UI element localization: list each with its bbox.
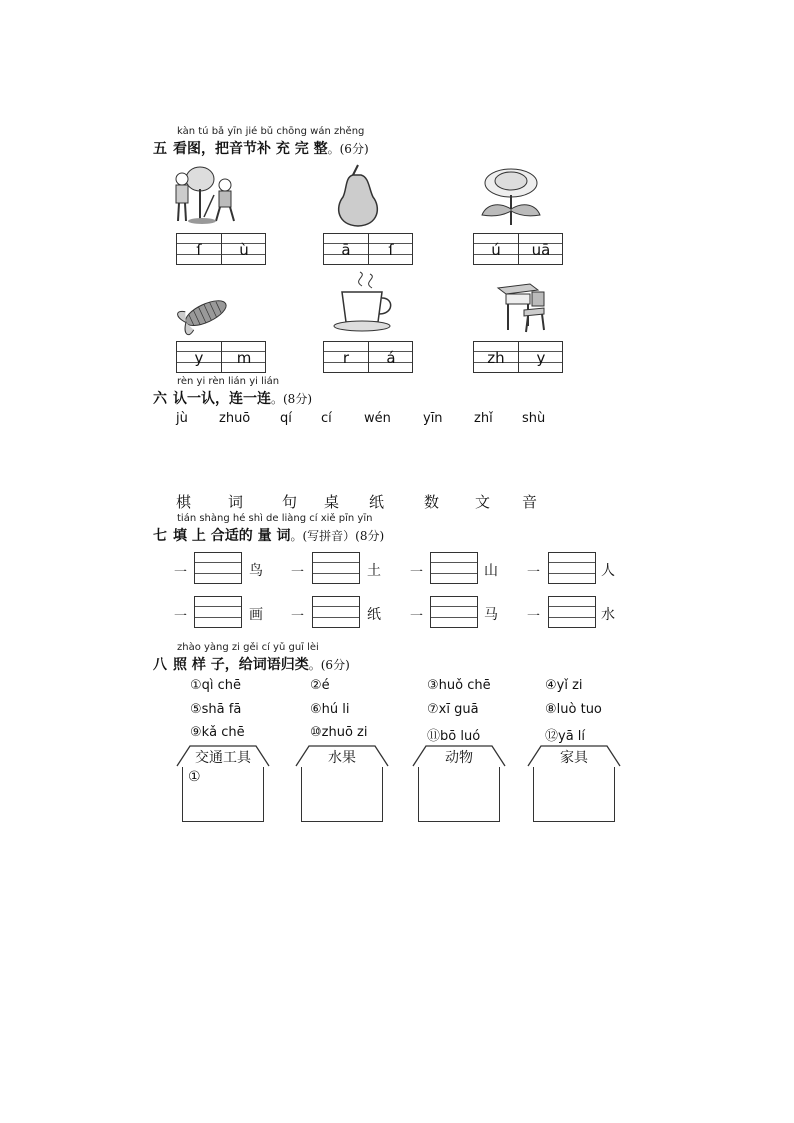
- syllable-2[interactable]: zhuō: [219, 411, 251, 426]
- pinyin-grid-2-left: ā: [341, 241, 351, 259]
- dash-4: 一: [527, 565, 541, 580]
- character-3[interactable]: 句: [282, 493, 298, 511]
- option-8: ⑧luò tuo: [545, 702, 602, 717]
- noun-7: 马: [484, 607, 498, 623]
- dash-7: 一: [410, 609, 424, 624]
- pinyin-grid-1-right: ù: [239, 241, 249, 259]
- category-house-furniture[interactable]: [527, 745, 621, 825]
- category-house-transport[interactable]: [176, 745, 270, 825]
- option-11: ⑪bō luó: [427, 729, 481, 744]
- pinyin-grid-6-left: zh: [487, 349, 505, 367]
- character-7[interactable]: 文: [475, 493, 491, 511]
- dash-5: 一: [174, 609, 188, 624]
- category-house-animals[interactable]: [412, 745, 506, 825]
- q5-score: 。(6分): [327, 142, 369, 156]
- noun-2: 土: [367, 563, 381, 579]
- character-5[interactable]: 纸: [369, 493, 385, 511]
- syllable-6[interactable]: yīn: [423, 411, 443, 426]
- dash-2: 一: [291, 565, 305, 580]
- pinyin-grid-5-right: á: [386, 349, 396, 367]
- pinyin-grid-1[interactable]: [176, 233, 266, 265]
- q5-title: 看图，把音节补 充 完 整: [173, 141, 328, 157]
- option-9: ⑨kǎ chē: [190, 725, 245, 740]
- noun-8: 水: [601, 607, 615, 623]
- q7-title: 填 上 合适的 量 词: [173, 528, 291, 544]
- measure-word-box-4[interactable]: [548, 552, 596, 584]
- pinyin-grid-6-right: y: [536, 349, 546, 367]
- q7-number: 七: [153, 528, 167, 544]
- q8-title: 照 样 子，给词语归类: [173, 657, 309, 673]
- syllable-3[interactable]: qí: [280, 411, 292, 426]
- measure-word-box-6[interactable]: [312, 596, 360, 628]
- q5-number: 五: [153, 141, 167, 157]
- q5-heading: [153, 138, 369, 158]
- measure-word-box-1[interactable]: [194, 552, 242, 584]
- character-1[interactable]: 棋: [176, 493, 192, 511]
- option-12: ⑫yā lí: [545, 729, 586, 744]
- pinyin-grid-4-left: y: [194, 349, 204, 367]
- option-2: ②é: [310, 678, 330, 693]
- category-house-fruit[interactable]: [295, 745, 389, 825]
- measure-word-box-3[interactable]: [430, 552, 478, 584]
- option-5: ⑤shā fā: [190, 702, 242, 717]
- dash-8: 一: [527, 609, 541, 624]
- pinyin-grid-5-left: r: [342, 349, 350, 367]
- q7-heading: [153, 525, 384, 545]
- option-6: ⑥hú li: [310, 702, 350, 717]
- option-7: ⑦xī guā: [427, 702, 479, 717]
- option-3: ③huǒ chē: [427, 678, 491, 693]
- hot-tea-cup-image: [330, 270, 396, 336]
- category-label-transport: 交通工具: [195, 750, 251, 766]
- q6-score: 。(8分): [271, 392, 312, 406]
- pinyin-grid-5[interactable]: [323, 341, 413, 373]
- option-4: ④yǐ zi: [545, 678, 583, 693]
- example-answer: ①: [188, 769, 201, 785]
- character-8[interactable]: 音: [522, 493, 538, 511]
- syllable-8[interactable]: shù: [522, 411, 546, 426]
- character-6[interactable]: 数: [424, 493, 440, 511]
- noun-3: 山: [484, 563, 498, 579]
- syllable-7[interactable]: zhǐ: [474, 411, 493, 426]
- q6-heading: [153, 388, 312, 408]
- noun-6: 纸: [367, 607, 381, 623]
- pinyin-grid-1-left: ſ: [196, 241, 202, 259]
- pinyin-grid-2[interactable]: [323, 233, 413, 265]
- measure-word-box-2[interactable]: [312, 552, 360, 584]
- corn-image: [174, 290, 234, 338]
- pinyin-grid-4-right: m: [236, 349, 252, 367]
- pinyin-grid-3-right: uā: [531, 241, 551, 259]
- character-2[interactable]: 词: [228, 493, 244, 511]
- pinyin-grid-4[interactable]: [176, 341, 266, 373]
- chrysanthemum-image: [478, 165, 544, 227]
- pinyin-grid-3[interactable]: [473, 233, 563, 265]
- syllable-5[interactable]: wén: [364, 411, 391, 426]
- syllable-1[interactable]: jù: [176, 411, 188, 426]
- pinyin-grid-3-left: ú: [491, 241, 501, 259]
- category-label-fruit: 水果: [328, 750, 356, 766]
- category-label-animals: 动物: [445, 750, 473, 766]
- q8-pinyin: zhào yàng zi gěi cí yǔ guī lèi: [177, 642, 319, 653]
- category-label-furniture: 家具: [560, 750, 588, 766]
- measure-word-box-8[interactable]: [548, 596, 596, 628]
- q5-pinyin: kàn tú bǎ yīn jié bǔ chōng wán zhěng: [177, 126, 365, 137]
- q6-pinyin: rèn yi rèn lián yi lián: [177, 376, 280, 387]
- q8-heading: [153, 654, 350, 674]
- syllable-4[interactable]: cí: [321, 411, 332, 426]
- pinyin-grid-2-right: ſ: [388, 241, 394, 259]
- option-1: ①qì chē: [190, 678, 242, 693]
- measure-word-box-5[interactable]: [194, 596, 242, 628]
- option-10: ⑩zhuō zi: [310, 725, 368, 740]
- dash-1: 一: [174, 565, 188, 580]
- dash-3: 一: [410, 565, 424, 580]
- character-4[interactable]: 桌: [324, 493, 340, 511]
- measure-word-box-7[interactable]: [430, 596, 478, 628]
- pinyin-grid-6[interactable]: [473, 341, 563, 373]
- noun-5: 画: [249, 607, 263, 623]
- dash-6: 一: [291, 609, 305, 624]
- q8-number: 八: [153, 657, 167, 673]
- q7-pinyin: tián shàng hé shì de liàng cí xiě pīn yīn: [177, 513, 373, 524]
- noun-1: 鸟: [249, 563, 263, 579]
- pear-image: [333, 163, 383, 229]
- q6-number: 六: [153, 391, 167, 407]
- q7-score: 。(写拼音）(8分): [290, 529, 385, 543]
- q8-score: 。(6分): [308, 658, 350, 672]
- q6-title: 认一认，连一连: [173, 391, 271, 407]
- children-planting-tree-image: [170, 165, 250, 227]
- desk-and-chair-image: [494, 278, 550, 336]
- noun-4: 人: [601, 563, 615, 579]
